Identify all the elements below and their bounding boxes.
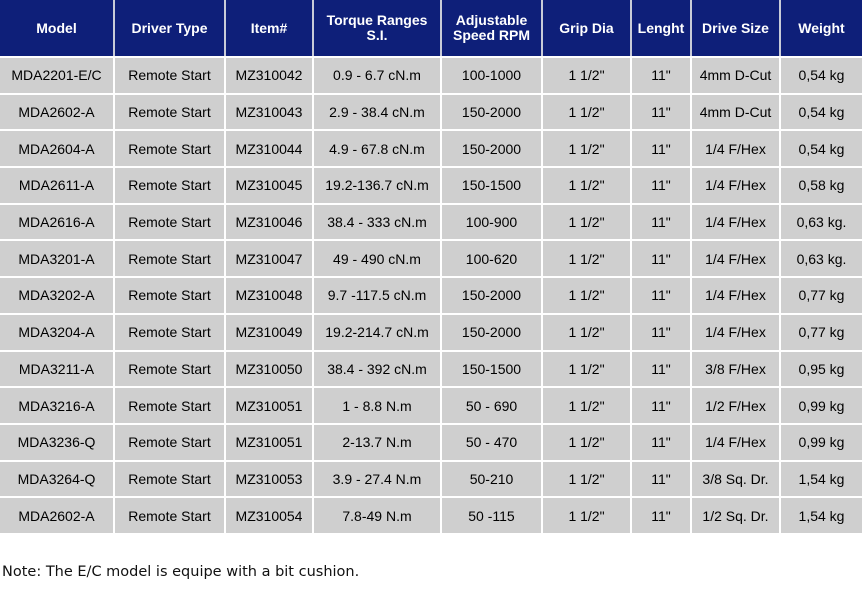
- cell-drive-size: 3/8 Sq. Dr.: [691, 461, 780, 498]
- cell-weight: 0,54 kg: [780, 130, 862, 167]
- cell-item-number: MZ310043: [225, 94, 313, 131]
- cell-weight: 0,77 kg: [780, 277, 862, 314]
- column-header-label-line2: Speed RPM: [452, 27, 530, 43]
- cell-item-number: MZ310042: [225, 57, 313, 94]
- cell-grip-diameter: 1 1/2": [542, 277, 631, 314]
- cell-driver-type: Remote Start: [114, 424, 225, 461]
- cell-adjustable-speed: 150-1500: [441, 351, 542, 388]
- column-header-model: [0, 0, 114, 57]
- cell-torque-ranges: 7.8-49 N.m: [313, 497, 441, 534]
- column-header-driver-type: [114, 0, 225, 57]
- cell-grip-diameter: 1 1/2": [542, 167, 631, 204]
- cell-item-number: MZ310047: [225, 240, 313, 277]
- table-row: [0, 57, 862, 94]
- cell-weight: 0,58 kg: [780, 167, 862, 204]
- cell-torque-ranges: 1 - 8.8 N.m: [313, 387, 441, 424]
- cell-model: MDA3216-A: [0, 387, 114, 424]
- cell-length: 11": [631, 204, 691, 241]
- cell-model: MDA2602-A: [0, 94, 114, 131]
- column-header-label: Drive Size: [702, 19, 769, 36]
- cell-model: MDA3236-Q: [0, 424, 114, 461]
- table-header-row: [0, 0, 862, 57]
- cell-weight: 0,63 kg.: [780, 240, 862, 277]
- table-row: [0, 130, 862, 167]
- cell-weight: 0,95 kg: [780, 351, 862, 388]
- cell-length: 11": [631, 57, 691, 94]
- cell-drive-size: 3/8 F/Hex: [691, 351, 780, 388]
- table-row: [0, 497, 862, 534]
- cell-weight: 0,63 kg.: [780, 204, 862, 241]
- cell-length: 11": [631, 497, 691, 534]
- table-row: [0, 314, 862, 351]
- cell-length: 11": [631, 461, 691, 498]
- cell-adjustable-speed: 150-2000: [441, 94, 542, 131]
- cell-drive-size: 1/2 F/Hex: [691, 387, 780, 424]
- cell-length: 11": [631, 240, 691, 277]
- table-row: [0, 461, 862, 498]
- cell-driver-type: Remote Start: [114, 387, 225, 424]
- cell-weight: 0,54 kg: [780, 94, 862, 131]
- column-header-weight: [780, 0, 862, 57]
- cell-length: 11": [631, 314, 691, 351]
- cell-model: MDA3202-A: [0, 277, 114, 314]
- cell-length: 11": [631, 130, 691, 167]
- cell-drive-size: 1/4 F/Hex: [691, 130, 780, 167]
- column-header-length: [631, 0, 691, 57]
- cell-drive-size: 1/2 Sq. Dr.: [691, 497, 780, 534]
- cell-length: 11": [631, 167, 691, 204]
- cell-driver-type: Remote Start: [114, 57, 225, 94]
- cell-item-number: MZ310051: [225, 424, 313, 461]
- cell-item-number: MZ310050: [225, 351, 313, 388]
- cell-length: 11": [631, 387, 691, 424]
- cell-adjustable-speed: 150-2000: [441, 277, 542, 314]
- cell-driver-type: Remote Start: [114, 351, 225, 388]
- cell-drive-size: 1/4 F/Hex: [691, 204, 780, 241]
- cell-adjustable-speed: 100-620: [441, 240, 542, 277]
- cell-grip-diameter: 1 1/2": [542, 424, 631, 461]
- cell-drive-size: 1/4 F/Hex: [691, 314, 780, 351]
- cell-grip-diameter: 1 1/2": [542, 57, 631, 94]
- cell-model: MDA3264-Q: [0, 461, 114, 498]
- cell-grip-diameter: 1 1/2": [542, 387, 631, 424]
- cell-torque-ranges: 38.4 - 392 cN.m: [313, 351, 441, 388]
- cell-model: MDA3211-A: [0, 351, 114, 388]
- column-header-label-line2: S.I.: [366, 27, 388, 43]
- cell-drive-size: 1/4 F/Hex: [691, 167, 780, 204]
- cell-grip-diameter: 1 1/2": [542, 204, 631, 241]
- column-header-label: Grip Dia: [559, 19, 614, 36]
- cell-adjustable-speed: 50 -115: [441, 497, 542, 534]
- cell-adjustable-speed: 150-2000: [441, 130, 542, 167]
- cell-length: 11": [631, 351, 691, 388]
- cell-torque-ranges: 0.9 - 6.7 cN.m: [313, 57, 441, 94]
- table-row: [0, 424, 862, 461]
- cell-torque-ranges: 19.2-136.7 cN.m: [313, 167, 441, 204]
- cell-driver-type: Remote Start: [114, 497, 225, 534]
- cell-weight: 0,99 kg: [780, 424, 862, 461]
- cell-length: 11": [631, 277, 691, 314]
- cell-drive-size: 1/4 F/Hex: [691, 240, 780, 277]
- table-row: [0, 277, 862, 314]
- cell-item-number: MZ310045: [225, 167, 313, 204]
- cell-weight: 0,99 kg: [780, 387, 862, 424]
- column-header-adjustable-speed: [441, 0, 542, 57]
- cell-grip-diameter: 1 1/2": [542, 461, 631, 498]
- cell-driver-type: Remote Start: [114, 204, 225, 241]
- cell-adjustable-speed: 50 - 690: [441, 387, 542, 424]
- table-row: [0, 351, 862, 388]
- column-header-label: Item#: [250, 19, 288, 36]
- cell-torque-ranges: 2.9 - 38.4 cN.m: [313, 94, 441, 131]
- cell-weight: 0,54 kg: [780, 57, 862, 94]
- cell-length: 11": [631, 94, 691, 131]
- column-header-label: Weight: [798, 19, 845, 36]
- column-header-label: Torque Ranges: [326, 12, 428, 28]
- cell-driver-type: Remote Start: [114, 461, 225, 498]
- cell-torque-ranges: 38.4 - 333 cN.m: [313, 204, 441, 241]
- cell-grip-diameter: 1 1/2": [542, 94, 631, 131]
- cell-item-number: MZ310049: [225, 314, 313, 351]
- cell-item-number: MZ310051: [225, 387, 313, 424]
- cell-torque-ranges: 49 - 490 cN.m: [313, 240, 441, 277]
- column-header-grip-diameter: [542, 0, 631, 57]
- column-header-torque-ranges: [313, 0, 441, 57]
- cell-torque-ranges: 19.2-214.7 cN.m: [313, 314, 441, 351]
- cell-driver-type: Remote Start: [114, 240, 225, 277]
- cell-drive-size: 4mm D-Cut: [691, 57, 780, 94]
- cell-torque-ranges: 3.9 - 27.4 N.m: [313, 461, 441, 498]
- table-body: [0, 57, 862, 534]
- cell-grip-diameter: 1 1/2": [542, 497, 631, 534]
- cell-grip-diameter: 1 1/2": [542, 314, 631, 351]
- cell-drive-size: 1/4 F/Hex: [691, 277, 780, 314]
- cell-adjustable-speed: 150-1500: [441, 167, 542, 204]
- cell-item-number: MZ310046: [225, 204, 313, 241]
- cell-model: MDA3204-A: [0, 314, 114, 351]
- column-header-label: Driver Type: [131, 19, 208, 36]
- cell-torque-ranges: 2-13.7 N.m: [313, 424, 441, 461]
- cell-adjustable-speed: 150-2000: [441, 314, 542, 351]
- cell-driver-type: Remote Start: [114, 277, 225, 314]
- column-header-label: Adjustable: [455, 12, 528, 28]
- table-row: [0, 387, 862, 424]
- footnote: Note: The E/C model is equipe with a bit cushion.: [2, 564, 360, 580]
- cell-weight: 0,77 kg: [780, 314, 862, 351]
- cell-model: MDA2616-A: [0, 204, 114, 241]
- cell-item-number: MZ310054: [225, 497, 313, 534]
- cell-adjustable-speed: 50 - 470: [441, 424, 542, 461]
- cell-adjustable-speed: 50-210: [441, 461, 542, 498]
- cell-torque-ranges: 4.9 - 67.8 cN.m: [313, 130, 441, 167]
- cell-weight: 1,54 kg: [780, 461, 862, 498]
- cell-driver-type: Remote Start: [114, 314, 225, 351]
- cell-grip-diameter: 1 1/2": [542, 351, 631, 388]
- cell-torque-ranges: 9.7 -117.5 cN.m: [313, 277, 441, 314]
- cell-model: MDA2201-E/C: [0, 57, 114, 94]
- cell-driver-type: Remote Start: [114, 130, 225, 167]
- cell-model: MDA2611-A: [0, 167, 114, 204]
- cell-item-number: MZ310048: [225, 277, 313, 314]
- column-header-drive-size: [691, 0, 780, 57]
- cell-model: MDA3201-A: [0, 240, 114, 277]
- cell-adjustable-speed: 100-900: [441, 204, 542, 241]
- cell-length: 11": [631, 424, 691, 461]
- cell-weight: 1,54 kg: [780, 497, 862, 534]
- table-row: [0, 240, 862, 277]
- cell-item-number: MZ310044: [225, 130, 313, 167]
- cell-grip-diameter: 1 1/2": [542, 130, 631, 167]
- table-row: [0, 94, 862, 131]
- cell-item-number: MZ310053: [225, 461, 313, 498]
- cell-drive-size: 1/4 F/Hex: [691, 424, 780, 461]
- column-header-label: Lenght: [637, 19, 685, 36]
- table-row: [0, 204, 862, 241]
- cell-adjustable-speed: 100-1000: [441, 57, 542, 94]
- cell-driver-type: Remote Start: [114, 94, 225, 131]
- column-header-item-number: [225, 0, 313, 57]
- cell-model: MDA2604-A: [0, 130, 114, 167]
- cell-driver-type: Remote Start: [114, 167, 225, 204]
- column-header-label: Model: [36, 19, 77, 36]
- cell-grip-diameter: 1 1/2": [542, 240, 631, 277]
- cell-model: MDA2602-A: [0, 497, 114, 534]
- cell-drive-size: 4mm D-Cut: [691, 94, 780, 131]
- table-row: [0, 167, 862, 204]
